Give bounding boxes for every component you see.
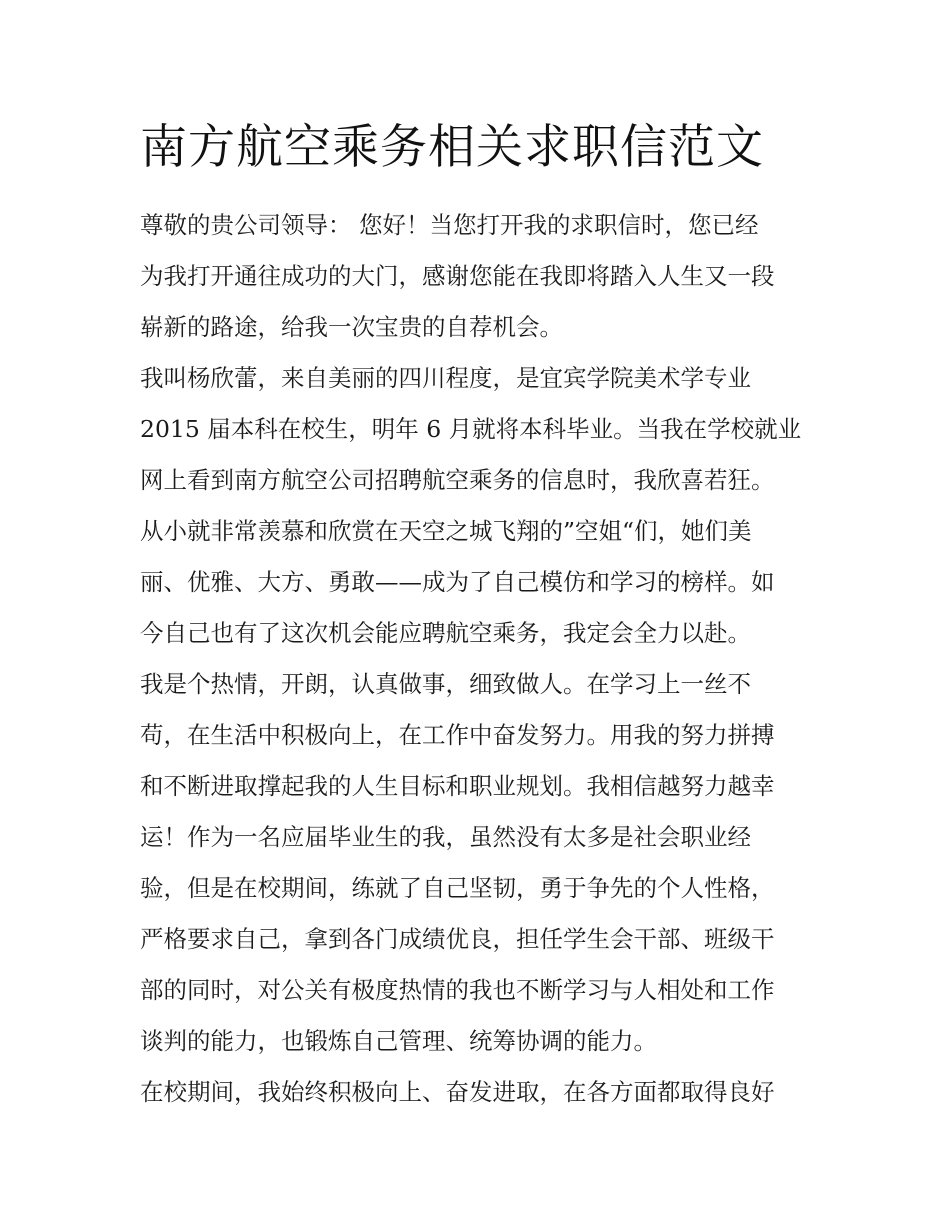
text-line: 尊敬的贵公司领导： 您好！当您打开我的求职信时，您已经 [140,211,759,239]
text-line: 苟，在生活中积极向上，在工作中奋发努力。用我的努力拼搏 [140,721,775,749]
text-line: 严格要求自己，拿到各门成绩优良，担任学生会干部、班级干 [140,925,775,953]
document-body [140,200,820,1118]
text-line: 2015 届本科在校生，明年 6 月就将本科毕业。当我在学校就业 [140,415,802,443]
document-title: 南方航空乘务相关求职信范文 [140,120,764,175]
text-line: 在校期间，我始终积极向上、奋发进取，在各方面都取得良好 [140,1078,775,1106]
text-line: 运！作为一名应届毕业生的我，虽然没有太多是社会职业经 [140,823,751,851]
text-line: 网上看到南方航空公司招聘航空乘务的信息时，我欣喜若狂。 [140,466,775,494]
text-line: 丽、优雅、大方、勇敢——成为了自己模仿和学习的榜样。如 [140,568,775,596]
text-line: 部的同时，对公关有极度热情的我也不断学习与人相处和工作 [140,976,775,1004]
text-line: 和不断进取撑起我的人生目标和职业规划。我相信越努力越幸 [140,772,775,800]
text-line: 验，但是在校期间，练就了自己坚韧，勇于争先的个人性格， [140,874,775,902]
paragraph-personality [140,659,820,1067]
text-line: 谈判的能力，也锻炼自己管理、统筹协调的能力。 [140,1027,657,1055]
paragraph-school-period [140,1067,820,1118]
text-line: 我叫杨欣蕾，来自美丽的四川程度，是宜宾学院美术学专业 [140,364,751,392]
paragraph-introduction [140,353,820,659]
paragraph-greeting [140,200,820,353]
text-line: 为我打开通往成功的大门，感谢您能在我即将踏入人生又一段 [140,262,775,290]
text-line: 我是个热情，开朗，认真做事，细致做人。在学习上一丝不 [140,670,751,698]
text-line: 崭新的路途，给我一次宝贵的自荐机会。 [140,313,563,341]
text-line: 今自己也有了这次机会能应聘航空乘务，我定会全力以赴。 [140,619,751,647]
text-line: 从小就非常羡慕和欣赏在天空之城飞翔的”空姐“们，她们美 [140,517,752,545]
